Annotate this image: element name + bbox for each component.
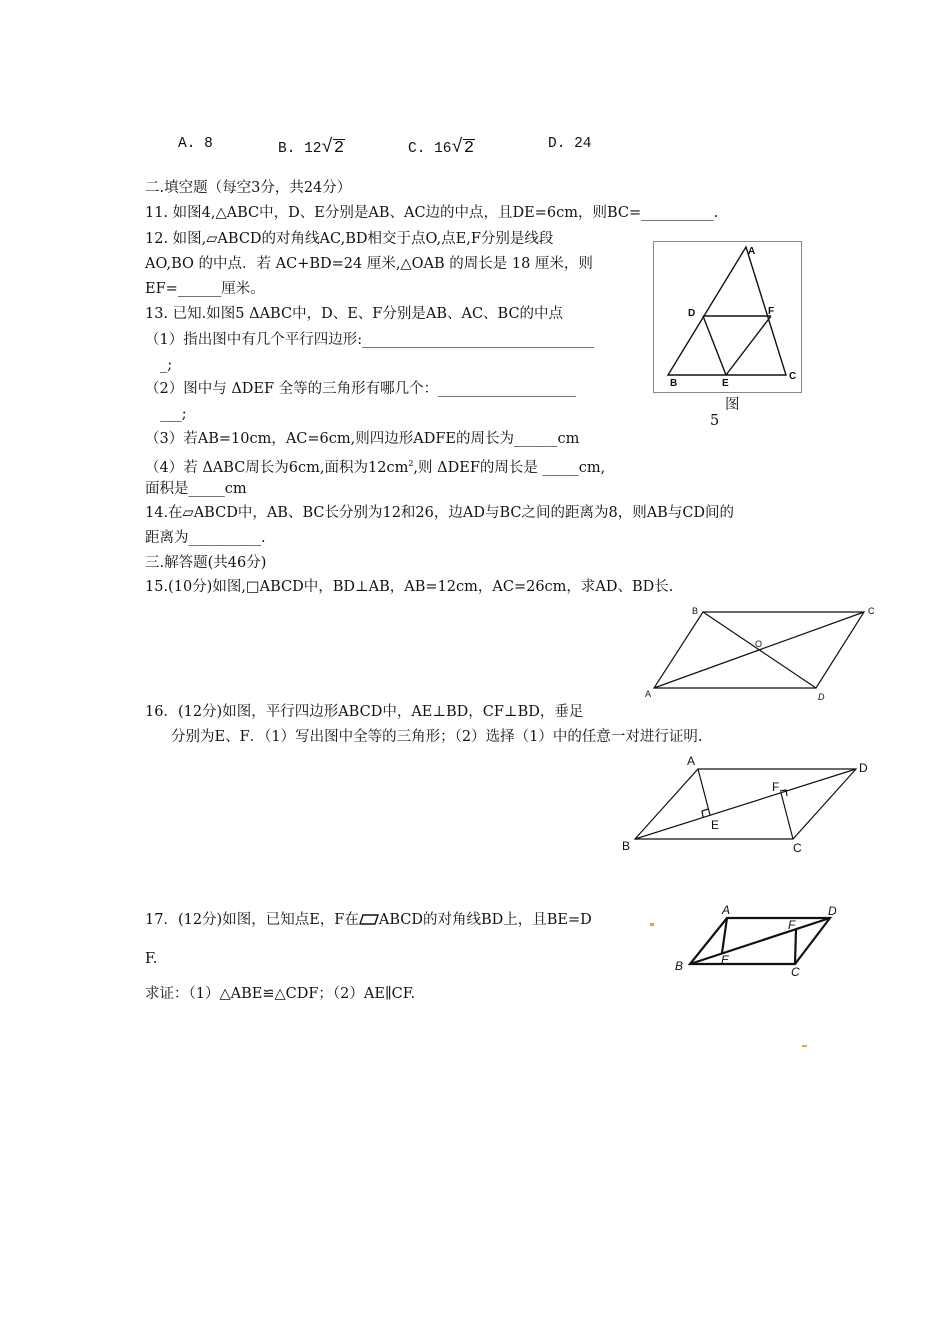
question-14-line2: 距离为__________. [145,530,266,546]
label-c: C [868,606,875,616]
option-b-prefix: B. 12 [278,141,322,157]
stray-mark [650,923,654,926]
label-a: A [645,689,652,699]
question-12-line2: AO,BO 的中点．若 AC+BD=24 厘米,△OAB 的周长是 18 厘米，则 [145,256,593,272]
option-b [278,136,345,158]
section2-title: 二.填空题（每空3分，共24分） [145,180,352,196]
sqrt-radicand: 2 [463,139,475,158]
figure-15-parallelogram [640,600,885,705]
label-c: C [793,841,802,855]
sqrt-symbol: √2 [321,136,345,158]
question-13-part4 [145,454,605,478]
label-f: F [788,918,796,932]
label-o: O [755,639,763,649]
q17-text: 17．(12分)如图，已知点E，F在 [145,912,359,928]
label-c: C [789,371,797,382]
label-b: B [692,606,699,616]
label-b: B [670,378,678,389]
figure-17-parallelogram [670,900,855,982]
figure-5-caption: 图 [725,397,740,413]
question-13-part3: （3）若AB=10cm，AC=6cm,则四边形ADFE的周长为______cm [145,431,580,447]
sqrt-symbol: √2 [451,136,475,158]
sqrt-radicand: 2 [333,139,345,158]
question-16-line1: 16．(12分)如图，平行四边形ABCD中，AE⊥BD，CF⊥BD，垂足 [145,704,584,720]
stray-mark [802,1045,807,1047]
label-d: D [688,308,696,319]
label-d: D [828,904,837,918]
question-13-line1: 13. 已知.如图5 ΔABC中，D、E、F分别是AB、AC、BC的中点 [145,306,564,322]
parallelogram-icon [359,911,379,922]
label-e: E [722,378,729,389]
question-12-line3: EF=______厘米。 [145,281,265,297]
question-11: 11. 如图4,△ABC中，D、E分别是AB、AC边的中点，且DE=6cm，则BC=__________. [145,205,719,221]
label-e: E [721,953,730,967]
question-14-line1: 14.在▱ABCD中，AB、BC长分别为12和26，边AD与BC之间的距离为8，则AB与CD间的 [145,505,735,521]
label-b: B [675,959,684,973]
superscript: 2 [408,459,414,468]
question-12-line1: 12. 如图,▱ABCD的对角线AC,BD相交于点O,点E,F分别是线段 [145,231,554,247]
option-c [408,136,475,158]
figure-5-triangle [653,241,803,396]
question-13-part1: （1）指出图中有几个平行四边形:________________________________ [145,332,595,348]
figure-5-number: 5 [710,413,720,429]
label-a: A [748,246,756,257]
label-f: F [772,780,780,794]
question-17-line3: 求证：（1）△ABE≌△CDF；（2）AE∥CF. [145,986,416,1002]
question-17-line1 [145,910,592,930]
q13-4-text: （4）若 ΔABC周长为6cm,面积为12cm [145,459,409,476]
option-a: A. 8 [178,136,213,152]
section3-title: 三.解答题(共46分) [145,555,267,571]
q13-4-text-post: ,则 ΔDEF的周长是 _____cm, [413,459,606,476]
question-15: 15.(10分)如图,□ABCD中，BD⊥AB，AB=12cm，AC=26cm，求AD、BD长. [145,579,674,595]
question-13-part4-cont: 面积是_____cm [145,481,247,497]
question-13-part2: （2）图中与 ΔDEF 全等的三角形有哪几个：___________________ [145,381,576,397]
label-a: A [687,754,696,768]
label-d: D [818,692,825,702]
label-b: B [622,839,631,853]
question-13-part1-cont: _; [160,357,173,373]
label-c: C [791,965,800,979]
label-a: A [722,903,731,917]
label-e: E [711,818,720,832]
question-16-line2: 分别为E、F．（1）写出图中全等的三角形；（2）选择（1）中的任意一对进行证明. [171,729,703,745]
figure-16-parallelogram [615,750,875,860]
label-f: F [768,306,775,317]
question-17-line2: F. [145,951,158,967]
label-d: D [859,761,868,775]
option-d: D. 24 [548,136,592,152]
question-13-part2-cont: ___; [160,406,187,422]
q17-text-cont: ABCD的对角线BD上，且BE=D [378,912,592,928]
option-c-prefix: C. 16 [408,141,452,157]
